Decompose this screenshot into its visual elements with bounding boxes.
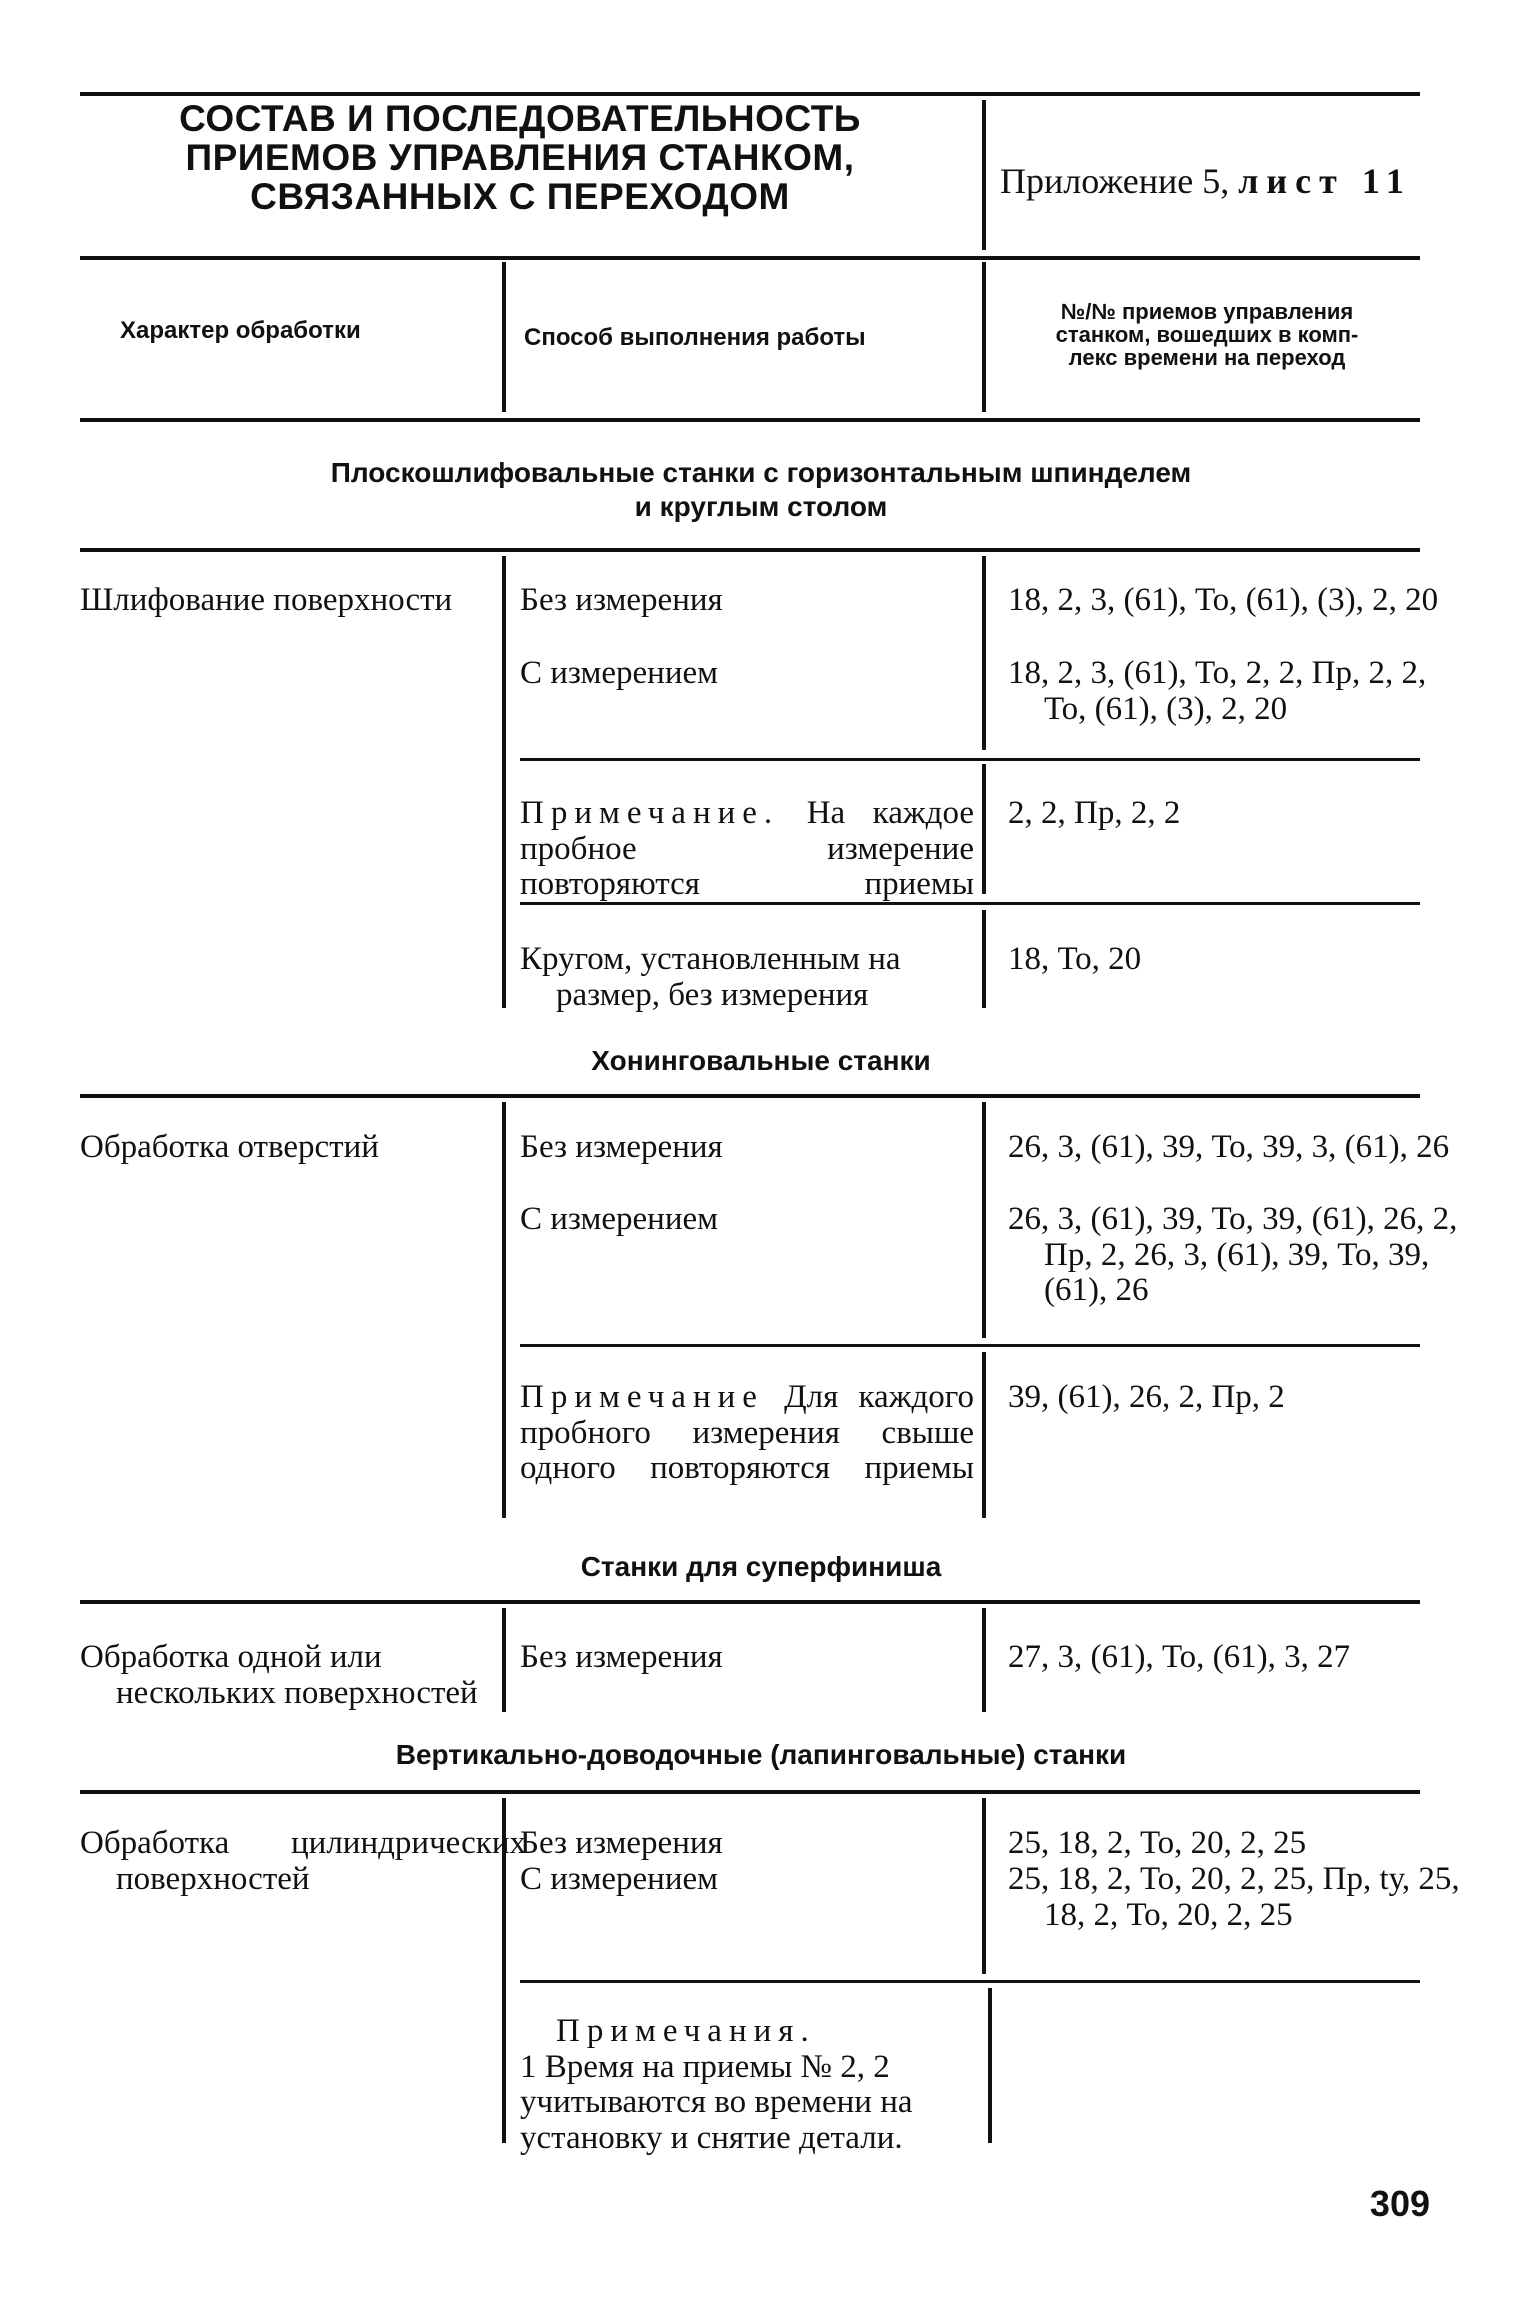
column-header-method: Способ выполнения работы bbox=[524, 324, 866, 351]
column-divider bbox=[502, 262, 506, 412]
note-label: Примечание bbox=[520, 1379, 764, 1415]
column-divider bbox=[982, 1102, 986, 1338]
method-text: С измерением bbox=[520, 655, 719, 691]
section-title-line: Станки для суперфиниша bbox=[580, 1551, 942, 1582]
method-text: С измерением bbox=[520, 1201, 719, 1237]
column-divider bbox=[982, 1352, 986, 1518]
note-body: Для каждого пробного измерения свыше одного повторяются приемы bbox=[520, 1379, 974, 1487]
rule bbox=[80, 1094, 1420, 1098]
note-label: Примечание. bbox=[520, 795, 780, 831]
title-line: ПРИЕМОВ УПРАВЛЕНИЯ СТАНКОМ, bbox=[185, 136, 855, 178]
processing-type: Обработка одной или нескольких поверхностей bbox=[80, 1639, 478, 1711]
rule bbox=[520, 758, 1420, 761]
column-header-line: №/№ приемов управления bbox=[1060, 299, 1354, 324]
column-divider bbox=[502, 1102, 506, 1518]
section-title bbox=[0, 456, 1522, 523]
method-text: Кругом, установленным на размер, без измерения bbox=[520, 941, 901, 1013]
rule bbox=[520, 1344, 1420, 1347]
steps-text: 26, 3, (61), 39, То, 39, (61), 26, 2, Пр, 2, 26, 3, (61), 39, То, 39, (61), 26 bbox=[1008, 1201, 1458, 1309]
section-title-line: Вертикально-доводочные (лапинговальные) станки bbox=[395, 1739, 1127, 1770]
column-header-line: станком, вошедших в комп- bbox=[1055, 322, 1359, 348]
section-title bbox=[0, 1738, 1522, 1772]
note-text bbox=[520, 1380, 974, 1487]
steps-text: 25, 18, 2, То, 20, 2, 25 bbox=[1008, 1825, 1307, 1861]
top-rule bbox=[80, 92, 1420, 96]
section-title-line: Плоскошлифовальные станки с горизонтальным шпинделем bbox=[330, 457, 1192, 488]
section-title bbox=[0, 1044, 1522, 1078]
note-body: На каждое пробное измерение повторяются приемы bbox=[520, 795, 974, 903]
method-text: Без измерения bbox=[520, 582, 723, 618]
note-text bbox=[520, 796, 974, 903]
column-header-processing: Характер обработки bbox=[120, 317, 361, 344]
appendix-sheet: лист 11 bbox=[1238, 161, 1412, 201]
processing-type: Обработка цилиндрических поверхностей bbox=[80, 1825, 526, 1897]
steps-text: 39, (61), 26, 2, Пр, 2 bbox=[1008, 1379, 1285, 1415]
column-divider bbox=[982, 262, 986, 412]
column-divider bbox=[502, 556, 506, 1008]
appendix-prefix: Приложение 5, bbox=[1000, 161, 1230, 201]
note-label: Примечания. bbox=[556, 2013, 816, 2049]
column-divider bbox=[982, 556, 986, 750]
column-divider bbox=[982, 1798, 986, 1974]
rule bbox=[80, 418, 1420, 422]
section-title bbox=[0, 1550, 1522, 1584]
method-text: С измерением bbox=[520, 1861, 719, 1897]
method-text: Без измерения bbox=[520, 1639, 723, 1675]
steps-text: 18, 2, 3, (61), То, 2, 2, Пр, 2, 2, То, (61), (3), 2, 20 bbox=[1008, 655, 1427, 727]
steps-text: 18, 2, 3, (61), То, (61), (3), 2, 20 bbox=[1008, 582, 1439, 618]
note-text bbox=[520, 2014, 980, 2157]
rule bbox=[80, 256, 1420, 260]
section-title-line: и круглым столом bbox=[634, 490, 888, 522]
steps-text: 26, 3, (61), 39, То, 39, 3, (61), 26 bbox=[1008, 1129, 1450, 1165]
column-header-steps bbox=[992, 300, 1422, 369]
title-line: СОСТАВ И ПОСЛЕДОВАТЕЛЬНОСТЬ bbox=[179, 98, 861, 139]
note-body: 1 Время на приемы № 2, 2 учитываются во времени на установку и снятие детали. bbox=[520, 2048, 913, 2156]
steps-text: 25, 18, 2, То, 20, 2, 25, Пр, tу, 25, 18, 2, То, 20, 2, 25 bbox=[1008, 1861, 1460, 1933]
page-title bbox=[80, 100, 960, 217]
steps-text: 27, 3, (61), То, (61), 3, 27 bbox=[1008, 1639, 1351, 1675]
rule bbox=[80, 548, 1420, 552]
rule bbox=[520, 1980, 1420, 1983]
header-divider bbox=[982, 100, 986, 250]
column-divider bbox=[982, 764, 986, 894]
processing-type: Обработка отверстий bbox=[80, 1129, 379, 1165]
method-text: Без измерения bbox=[520, 1825, 723, 1861]
column-divider bbox=[988, 1988, 992, 2143]
title-line: СВЯЗАННЫХ С ПЕРЕХОДОМ bbox=[250, 175, 790, 217]
rule bbox=[520, 902, 1420, 905]
rule bbox=[80, 1790, 1420, 1794]
page-number: 309 bbox=[1369, 2183, 1430, 2224]
column-header-line: лекс времени на переход bbox=[1068, 345, 1346, 371]
processing-type: Шлифование поверхности bbox=[80, 582, 453, 618]
rule bbox=[80, 1600, 1420, 1604]
steps-text: 2, 2, Пр, 2, 2 bbox=[1008, 795, 1181, 831]
appendix-label bbox=[1000, 162, 1412, 201]
method-text: Без измерения bbox=[520, 1129, 723, 1165]
steps-text: 18, То, 20 bbox=[1008, 941, 1142, 977]
section-title-line: Хонинговальные станки bbox=[591, 1045, 931, 1076]
column-divider bbox=[982, 1608, 986, 1712]
